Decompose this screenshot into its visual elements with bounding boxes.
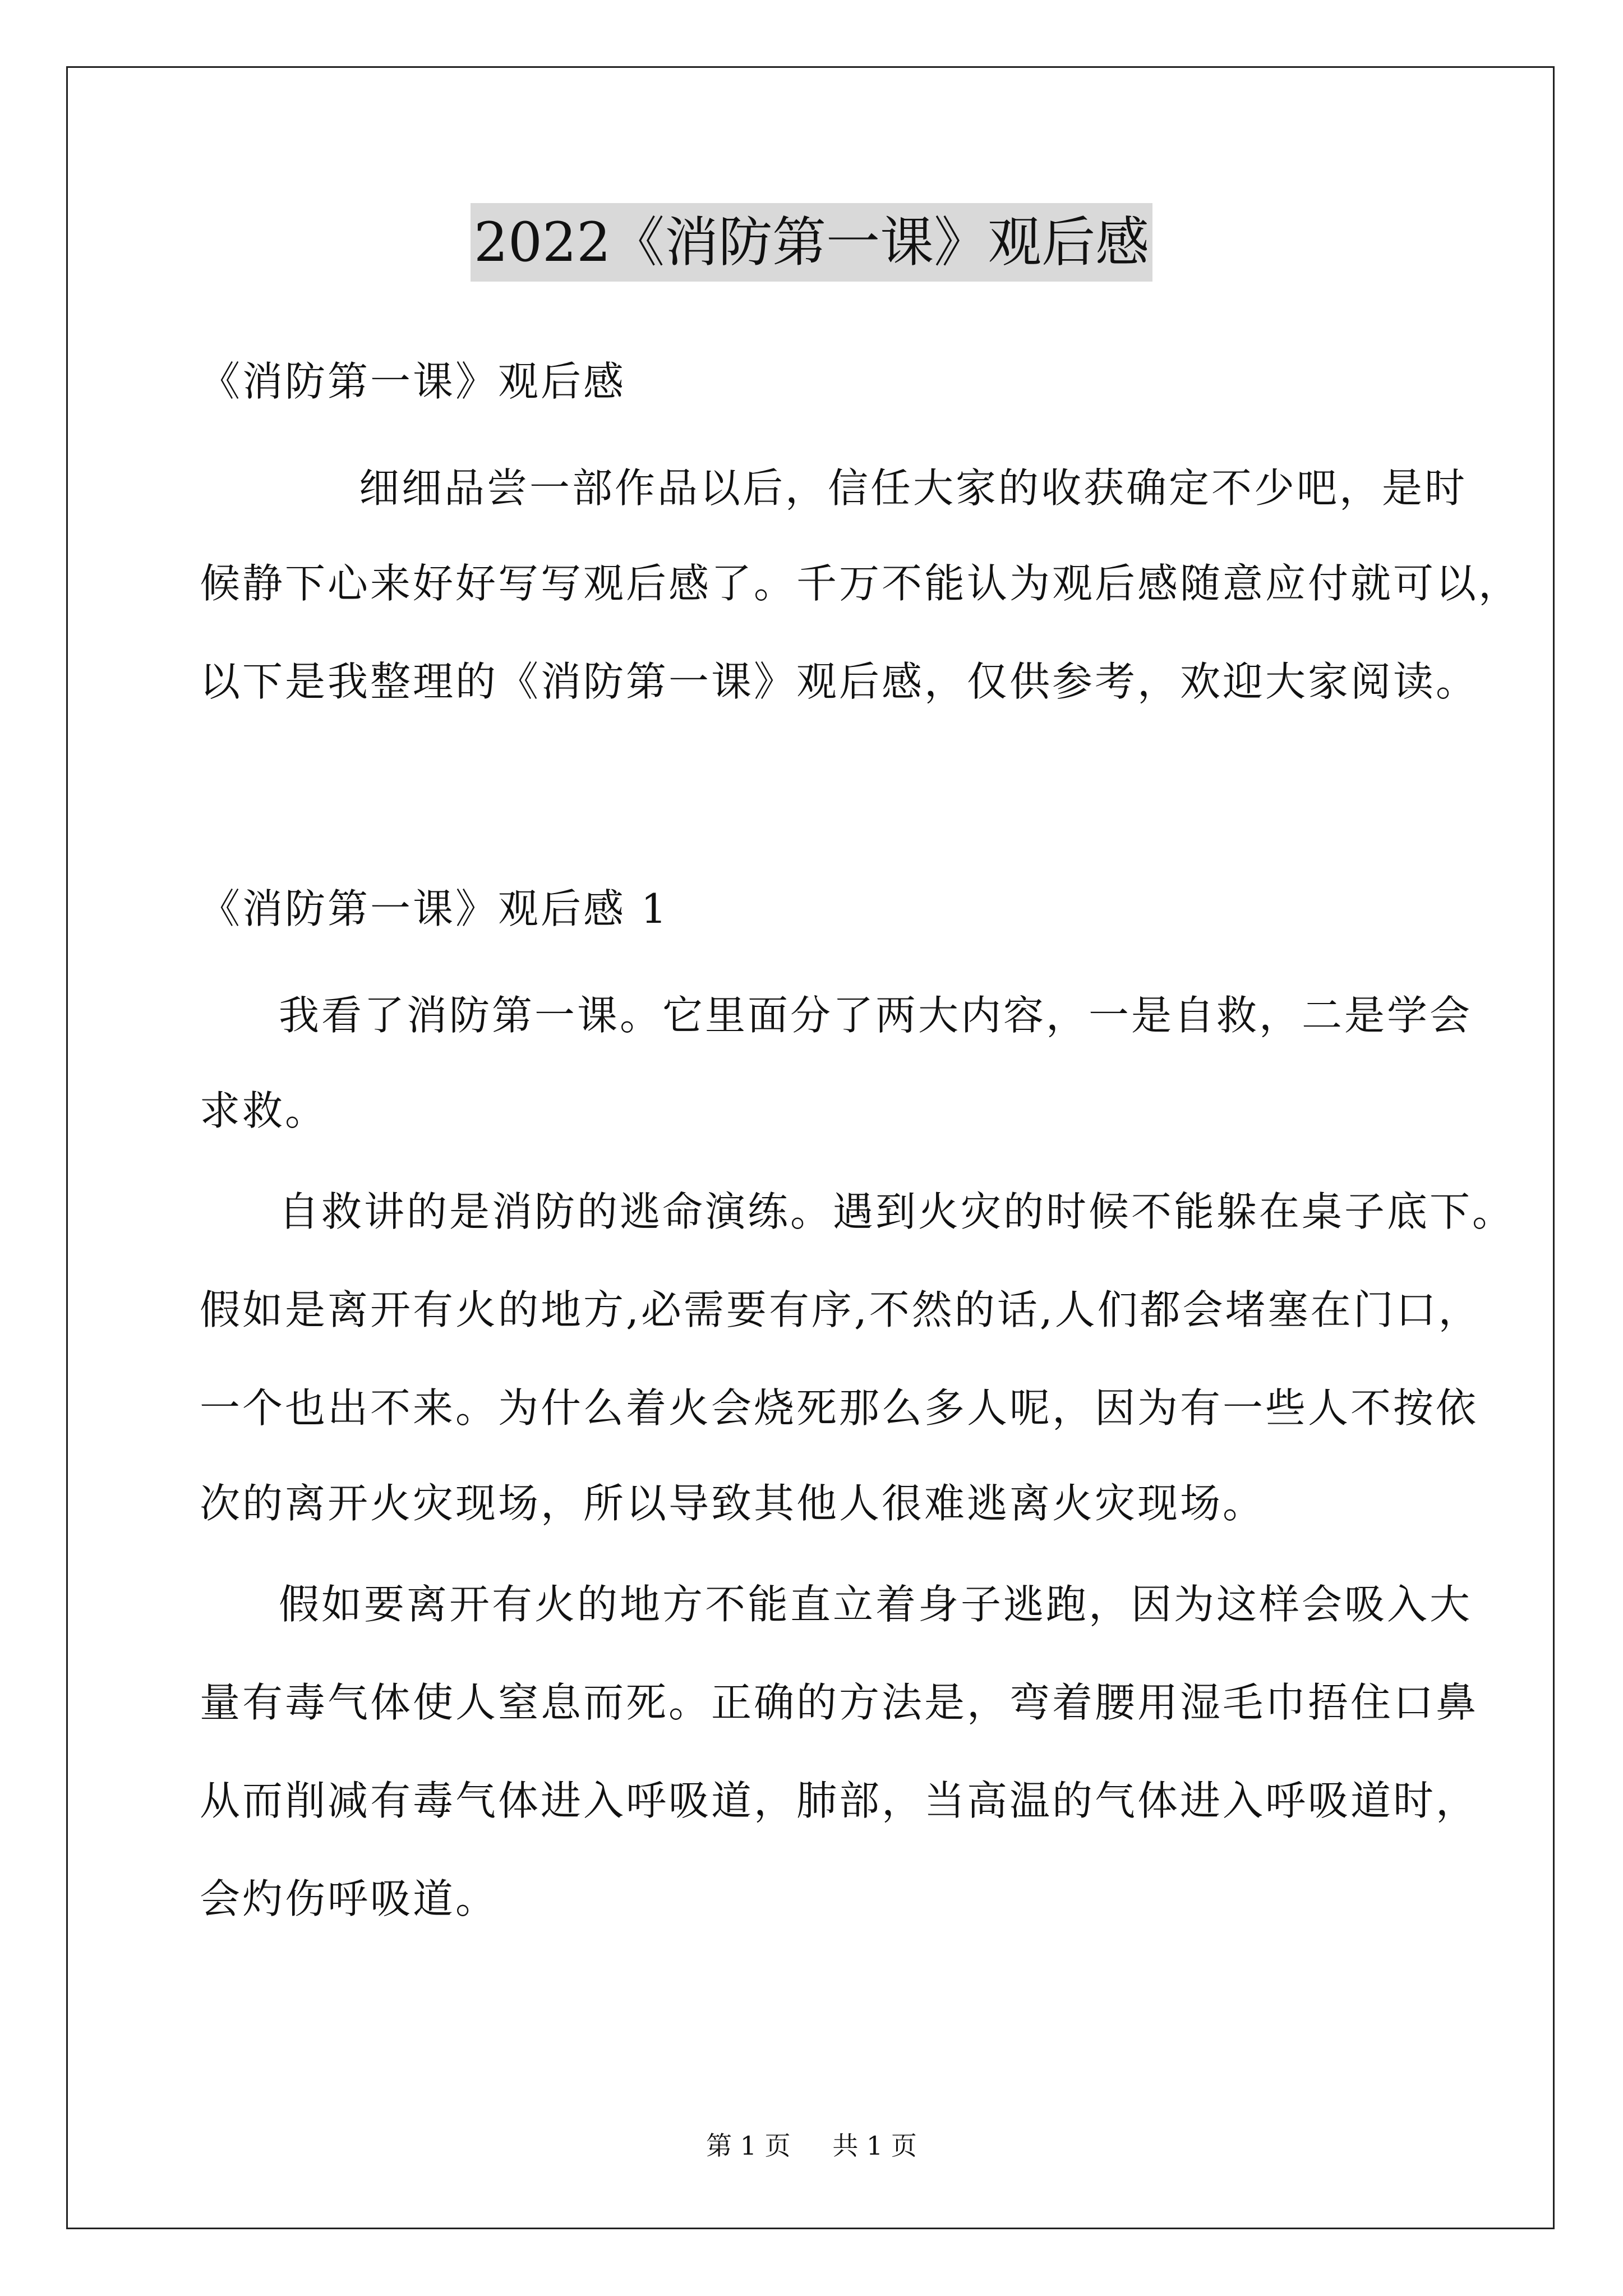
page-total: 共 1 页 [832, 2131, 917, 2161]
page-number: 第 1 页 [706, 2131, 791, 2161]
section-heading: 《消防第一课》观后感 1 [200, 885, 669, 932]
paragraph-2-line-2: 假如是离开有火的地方,必需要有序,不然的话,人们都会堵塞在门口， [200, 1286, 1481, 1333]
paragraph-3-line-3: 从而削减有毒气体进入呼吸道，肺部，当高温的气体进入呼吸道时， [200, 1777, 1479, 1824]
paragraph-3-line-2: 量有毒气体使人窒息而死。正确的方法是，弯着腰用湿毛巾捂住口鼻 [200, 1679, 1479, 1726]
title-container [0, 203, 1623, 282]
paragraph-2-line-4: 次的离开火灾现场，所以导致其他人很难逃离火灾现场。 [200, 1480, 1266, 1527]
intro-line-1: 细细品尝一部作品以后，信任大家的收获确定不少吧，是时 [359, 464, 1468, 512]
paragraph-2-line-1: 自救讲的是消防的逃命演练。遇到火灾的时候不能躲在桌子底下。 [279, 1188, 1515, 1235]
subtitle-line: 《消防第一课》观后感 [200, 358, 626, 405]
paragraph-2-line-3: 一个也出不来。为什么着火会烧死那么多人呢，因为有一些人不按依 [200, 1384, 1479, 1432]
paragraph-3-line-1: 假如要离开有火的地方不能直立着身子逃跑，因为这样会吸入大 [279, 1581, 1473, 1628]
intro-line-3: 以下是我整理的《消防第一课》观后感，仅供参考，欢迎大家阅读。 [200, 658, 1479, 705]
paragraph-1-line-1: 我看了消防第一课。它里面分了两大内容，一是自救，二是学会 [279, 992, 1473, 1039]
page-footer [0, 2129, 1623, 2162]
paragraph-3-line-4: 会灼伤呼吸道。 [200, 1875, 499, 1922]
document-title: 2022《消防第一课》观后感 [471, 203, 1152, 282]
intro-line-2: 候静下心来好好写写观后感了。千万不能认为观后感随意应付就可以， [200, 560, 1521, 607]
paragraph-1-line-2: 求救。 [200, 1087, 328, 1134]
